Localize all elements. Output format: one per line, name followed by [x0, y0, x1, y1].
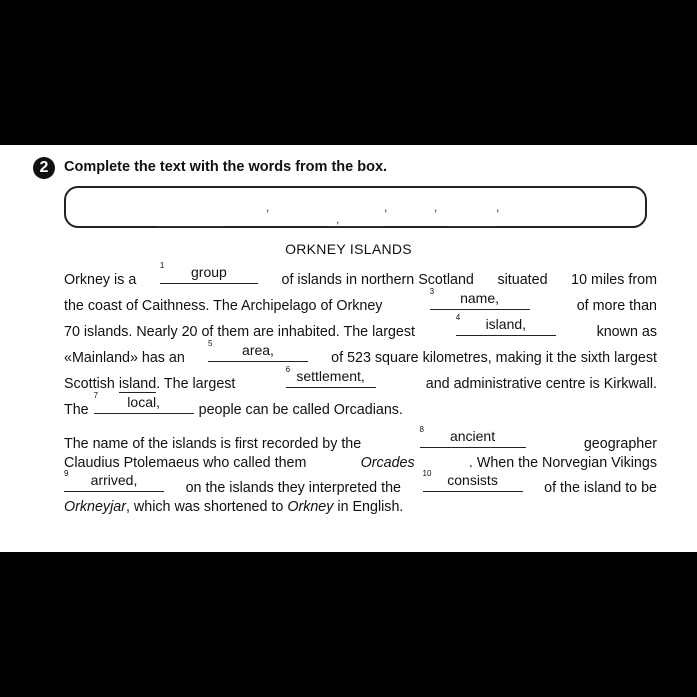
text: «Mainland» has an — [64, 350, 185, 366]
comma-mark: , — [496, 200, 500, 214]
text: on the islands they interpreted the — [185, 480, 401, 496]
paragraph-1 — [64, 261, 657, 422]
text: in English. — [337, 499, 404, 515]
answer-text: island, — [485, 316, 527, 332]
answer-text: local, — [127, 394, 160, 410]
text: , which was shortened to — [125, 499, 284, 515]
text: geographer — [583, 436, 657, 452]
text: The — [64, 402, 89, 418]
text: of the island to be — [544, 480, 657, 496]
worksheet — [0, 145, 697, 552]
handwritten-answer: island — [118, 376, 157, 392]
faded-word-line — [156, 226, 226, 227]
text: people can be called Orcadians. — [198, 402, 403, 418]
answer-text: group — [191, 264, 227, 280]
gap-number: 4 — [455, 313, 461, 322]
text: of islands in northern Scotland — [281, 272, 474, 288]
gap-number: 9 — [64, 469, 69, 478]
text: Orkney is a — [64, 272, 137, 288]
paragraph-2 — [64, 425, 657, 518]
text: the coast of Caithness. The Archipelago of Orkney — [64, 298, 383, 314]
text: and administrative centre is Kirkwall. — [425, 376, 657, 392]
answer-text: settlement, — [296, 368, 365, 384]
text: of 523 square kilometres, making it the sixth largest — [331, 350, 657, 366]
text-line — [64, 469, 657, 496]
text: 10 miles from — [571, 272, 657, 288]
answer-text: area, — [242, 342, 274, 358]
word-box — [64, 186, 647, 228]
text-line — [64, 313, 657, 344]
answer-gap-1[interactable] — [159, 261, 258, 284]
gap-number: 7 — [93, 391, 99, 400]
answer-text: arrived, — [90, 472, 138, 488]
text: 70 islands. Nearly 20 of them are inhabited. The largest — [64, 324, 416, 340]
text: . When the Norvegian Vikings — [468, 455, 657, 471]
gap-number: 5 — [208, 339, 213, 348]
text-italic: Orkney — [287, 499, 334, 515]
comma-mark: , — [336, 212, 340, 226]
answer-text: consists — [447, 472, 498, 488]
answer-text: name, — [460, 290, 500, 306]
answer-gap-8[interactable] — [419, 425, 526, 448]
gap-number: 3 — [429, 287, 435, 296]
text-line — [64, 496, 657, 518]
text-line — [64, 261, 657, 292]
text-line — [64, 287, 657, 318]
answer-gap-4[interactable] — [455, 313, 556, 336]
gap-number: 10 — [422, 469, 432, 478]
gap-number: 8 — [419, 425, 424, 434]
gap-number: 6 — [285, 365, 291, 374]
text-italic: Orcades — [360, 455, 415, 471]
answer-gap-5[interactable] — [208, 339, 308, 362]
text-italic: Orkneyjar — [64, 499, 126, 515]
answer-gap-3[interactable] — [429, 287, 530, 310]
text: Scottish island. The largest — [64, 376, 236, 392]
text: The name of the islands is first recorded by the — [64, 436, 362, 452]
text: of more than — [576, 298, 657, 314]
faded-word-line — [446, 226, 496, 227]
text-line — [64, 391, 657, 422]
answer-gap-9[interactable] — [64, 469, 164, 492]
answer-gap-10[interactable] — [422, 469, 523, 492]
text: Claudius Ptolemaeus who called them — [64, 455, 307, 471]
comma-mark: , — [384, 200, 388, 214]
exercise-instruction: Complete the text with the words from the box. — [64, 159, 388, 175]
gap-number: 1 — [159, 261, 165, 270]
answer-text: ancient — [449, 428, 496, 444]
text-title: ORKNEY ISLANDS — [285, 241, 412, 257]
faded-word-line — [326, 226, 386, 227]
answer-gap-6[interactable] — [285, 365, 376, 388]
comma-mark: , — [434, 200, 438, 214]
comma-mark: , — [266, 200, 270, 214]
handwritten-answer: situated — [497, 272, 548, 288]
answer-gap-7[interactable] — [93, 391, 194, 414]
text: known as — [596, 324, 657, 340]
exercise-number-badge: 2 — [33, 157, 55, 179]
text-line — [64, 425, 657, 452]
